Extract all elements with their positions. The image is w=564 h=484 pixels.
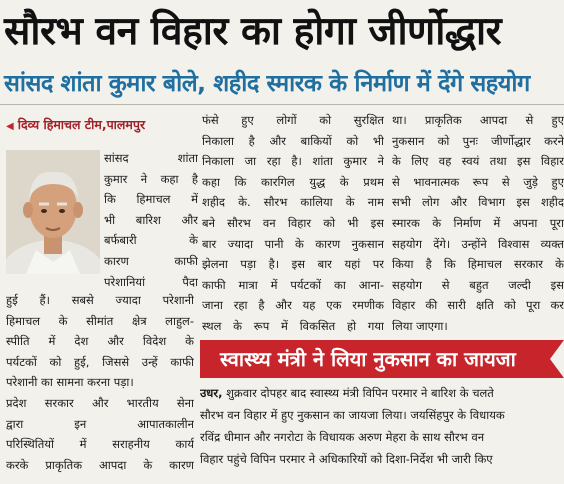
text-line: निकाला है और बाकियों को भी [202,133,384,148]
text-line: सहयोग देंगे। उन्होंने विश्वास व्यक्त [392,236,564,251]
text-line: किया है कि हिमाचल सरकार के [392,257,564,272]
text-line: विहार पहुंचे विपिन परमार ने अधिकारियों को दिशा-निर्देश भी जारी किए [200,452,493,466]
text-line: कारण काफी [104,253,198,268]
text-line: शहीद के. सौरभ कालिया के नाम [202,195,384,210]
text-line: हुई हैं। सबसे ज्यादा परेशानी [6,293,194,307]
portrait-illustration [6,150,100,274]
column-1-bottom [6,290,194,475]
text-line-rest: शुक्रवार दोपहर बाद स्वास्थ्य मंत्री विपिन परमार ने बारिश के चलते [226,386,494,400]
text-line: बने सौरभ वन विहार को भी इस [202,215,384,230]
text-line: परिस्थितियों में सराहनीय कार्य [6,437,194,452]
lead-word: उधर, [200,386,223,400]
sidebar-story-body [200,382,564,470]
column-1-top [104,148,198,292]
byline [6,116,145,136]
text-line: जाना रहा है और यह एक रमणीक [202,298,384,313]
divider [0,104,564,105]
text-line: बार ज्यादा पानी के कारण नुकसान [202,236,384,251]
text-line: निकाला जा रहा है। शांता कुमार ने [202,154,384,169]
text-line: परेशानी का सामना करना पड़ा। [6,375,134,390]
text-line: से भावनात्मक रूप से जुड़े हुए [392,174,564,189]
text-line: फंसे हुए लोगों को सुरक्षित [202,113,384,127]
text-line: स्थल के रूप में विकसित हो गया [202,318,384,333]
text-line: भी बारिश और [104,212,198,227]
sidebar-story-banner [200,340,564,378]
text-line: हिमाचल के सीमांत क्षेत्र लाहुल- [6,313,194,328]
text-line: स्मारक के निर्माण में अपना पूरा [392,215,564,230]
text-line: विहार की सारी क्षति को पूरा कर [392,298,564,313]
text-line: रविंद्र धीमान और नगरोटा के विधायक अरुण मेहरा के साथ सौरभ वन [200,430,485,444]
subhead: सांसद शांता कुमार बोले, शहीद स्मारक के निर्माण में देंगे सहयोग [4,69,530,97]
text-line: स्पीति में देश और विदेश के [6,334,194,349]
page-bottom-edge [0,476,564,484]
text-line: द्वारा इन आपातकालीन [6,416,194,431]
text-line: कि हिमाचल में [104,192,198,207]
byline-text: दिव्य हिमाचल टीम,पालमपुर [17,117,146,132]
text-line: प्रदेश सरकार और भारतीय सेना [6,395,194,410]
text-line: लिया जाएगा। [392,318,448,333]
portrait-photo [6,150,100,274]
text-line: था। प्राकृतिक आपदा से हुए [392,113,564,127]
text-line: कुमार ने कहा है [104,171,198,186]
banner-notch [550,340,564,378]
text-line: सौरभ वन विहार में हुए नुकसान का जायजा लिया। जयसिंहपुर के विधायक [200,408,505,422]
text-line: कहा कि कारगिल युद्ध के प्रथम [202,174,384,189]
text-line: पर्यटकों को हुई, जिससे उन्हें काफी [6,354,194,369]
text-line: नुकसान को पुनः जीर्णोद्धार करने [392,133,564,148]
text-line: काफी मात्रा में पर्यटकों का आना- [202,277,384,292]
text-line: सांसद शांता [104,151,198,165]
sidebar-story-title: स्वास्थ्य मंत्री ने लिया नुकसान का जायजा [220,347,516,371]
headline: सौरभ वन विहार का होगा जीर्णोद्धार [4,9,502,54]
text-line: परेशानियां पैदा [104,274,198,289]
text-line: बर्फबारी के [104,233,198,248]
text-line: झेलना पड़ा है। इस बार यहां पर [202,257,384,272]
text-line [200,382,564,404]
column-3 [392,110,564,337]
text-line: सहयोग से बहुत जल्दी इस [392,277,564,292]
text-line: सभी लोग और विभाग इस शहीद [392,195,564,210]
text-line: करके प्राकृतिक आपदा के कारण [6,457,194,472]
column-2 [202,110,384,337]
triangle-marker-icon: ◀ [6,121,14,132]
text-line: के लिए वह स्वयं तथा इस विहार [392,154,564,169]
